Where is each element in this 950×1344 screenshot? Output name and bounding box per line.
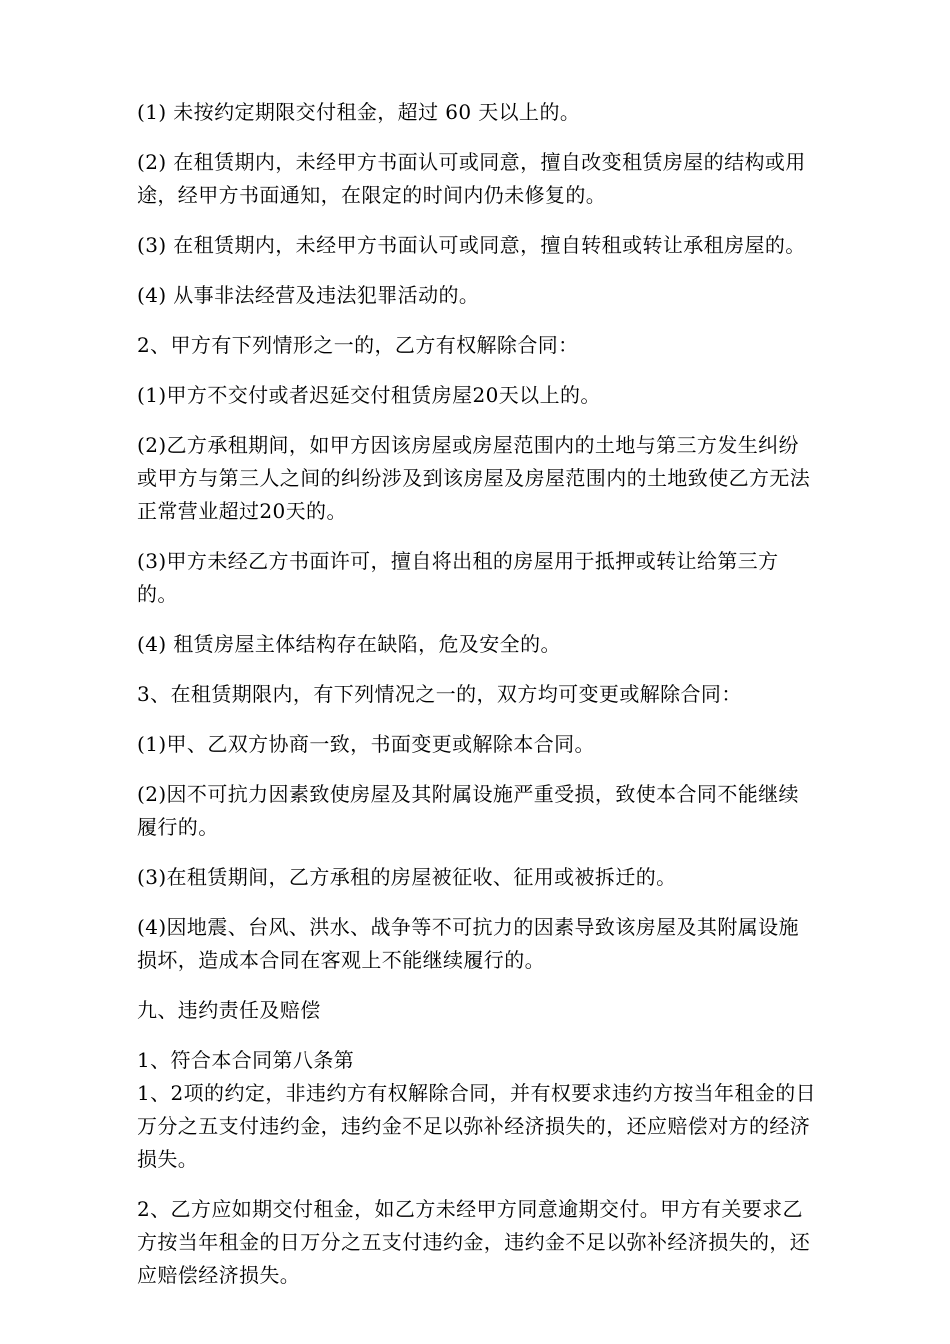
clause-paragraph: (1)甲方不交付或者迟延交付租赁房屋20天以上的。	[137, 383, 601, 407]
clause-paragraph: (1)甲、乙双方协商一致，书面变更或解除本合同。	[137, 732, 595, 756]
section-paragraph: 2、甲方有下列情形之一的，乙方有权解除合同：	[137, 333, 579, 357]
clause-paragraph: (3)在租赁期间，乙方承租的房屋被征收、征用或被拆迁的。	[137, 865, 677, 889]
clause-paragraph: 1、2项的约定，非违约方有权解除合同，并有权要求违约方按当年租金的日万分之五支付违约金，违约金不足以弥补经济损失的，还应赔偿对方的经济损失。	[137, 1081, 817, 1171]
clause-paragraph: (2)因不可抗力因素致使房屋及其附属设施严重受损，致使本合同不能继续履行的。	[137, 782, 799, 839]
clause-paragraph: (3)甲方未经乙方书面许可，擅自将出租的房屋用于抵押或转让给第三方的。	[137, 549, 779, 606]
clause-paragraph: 1、符合本合同第八条第	[137, 1048, 355, 1072]
section-paragraph: 3、在租赁期限内，有下列情况之一的，双方均可变更或解除合同：	[137, 682, 742, 706]
document-body	[137, 96, 817, 1309]
clause-paragraph: (4)因地震、台风、洪水、战争等不可抗力的因素导致该房屋及其附属设施损坏，造成本合同在客观上不能继续履行的。	[137, 915, 799, 972]
clause-paragraph: (2) 在租赁期内，未经甲方书面认可或同意，擅自改变租赁房屋的结构或用途，经甲方书面通知，在限定的时间内仍未修复的。	[137, 150, 806, 207]
clause-paragraph: 2、乙方应如期交付租金，如乙方未经甲方同意逾期交付。甲方有关要求乙方按当年租金的日万分之五支付违约金，违约金不足以弥补经济损失的，还应赔偿经济损失。	[137, 1197, 811, 1287]
clause-paragraph: (3) 在租赁期内，未经甲方书面认可或同意，擅自转租或转让承租房屋的。	[137, 233, 806, 257]
clause-paragraph: (1) 未按约定期限交付租金，超过 60 天以上的。	[137, 100, 581, 124]
section-heading: 九、违约责任及赔偿	[137, 998, 321, 1022]
clause-paragraph: (4) 从事非法经营及违法犯罪活动的。	[137, 283, 480, 307]
clause-paragraph: (4) 租赁房屋主体结构存在缺陷，危及安全的。	[137, 632, 561, 656]
clause-paragraph: (2)乙方承租期间，如甲方因该房屋或房屋范围内的土地与第三方发生纠纷或甲方与第三人之间的纠纷涉及到该房屋及房屋范围内的土地致使乙方无法正常营业超过20天的。	[137, 433, 811, 523]
